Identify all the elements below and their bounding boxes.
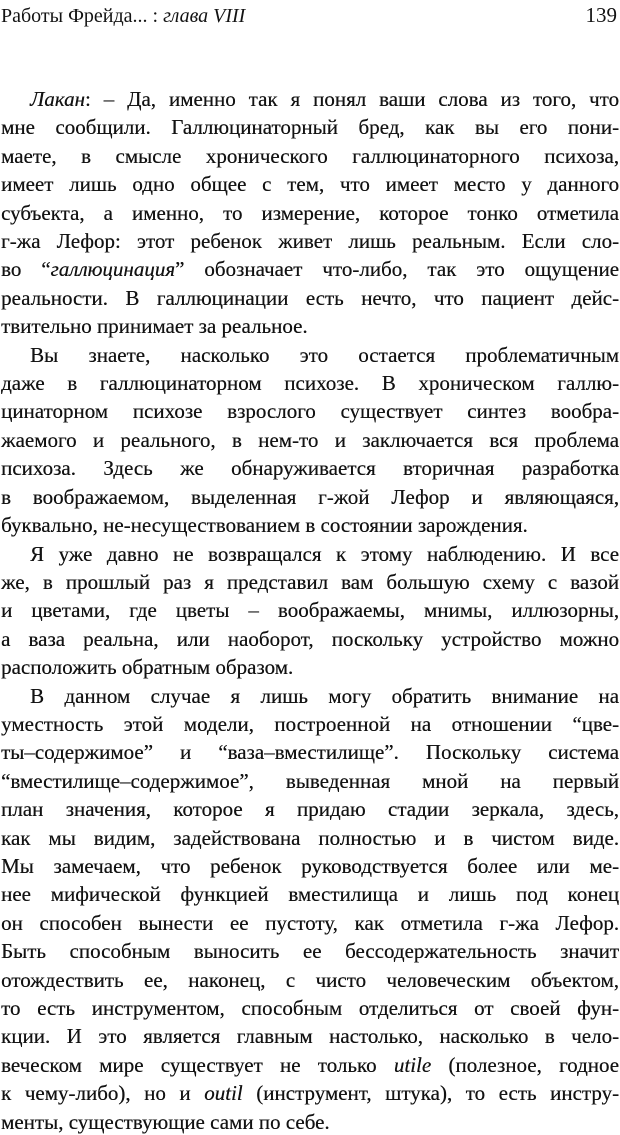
text-line: мне сообщили. Галлюцинаторный бред, как вы его пони-: [1, 115, 619, 140]
italic-text: галлюцинация: [50, 257, 176, 282]
text-line: г-жа Лефор: этот ребенок живет лишь реальным. Если сло-: [1, 229, 619, 254]
text-line: менты, существующие сами по себе.: [1, 1109, 330, 1134]
text-line: ты–содержимое” и “ваза–вместилище”. Поскольку система: [1, 740, 619, 765]
text-line: к чему-либо), но и outil (инструмент, штука), то есть инстру-: [1, 1081, 619, 1106]
text-line: твительно принимает за реальное.: [1, 314, 308, 339]
text-line: маете, в смысле хронического галлюцинаторного психоза,: [1, 143, 619, 168]
text-line: кции. И это является главным настолько, насколько в чело-: [1, 1024, 619, 1049]
text-line: жаемого и реального, в нем-то и заключается вся проблема: [1, 427, 619, 452]
text-line: даже в галлюцинаторном психозе. В хроническом галлю-: [1, 371, 619, 396]
text-line: Я уже давно не возвращался к этому наблюдению. И все: [30, 541, 619, 566]
text-line: нее мифической функцией вместилища и лишь под конец: [1, 882, 619, 907]
text-line: веческом мире существует не только utile (полезное, годное: [1, 1052, 620, 1077]
text-line: и цветами, где цветы – воображаемы, мнимы, иллюзорны,: [1, 598, 619, 623]
text-line: же, в прошлый раз я представил вам большую схему с вазой: [1, 569, 619, 594]
text-line: как мы видим, задействована полностью и в чистом виде.: [1, 825, 619, 850]
text-line: Лакан: – Да, именно так я понял ваши слова из того, что: [30, 87, 619, 111]
running-title: [1, 4, 245, 29]
italic-text: Лакан: [30, 87, 85, 111]
page-number: 139: [585, 3, 617, 27]
paragraph: [1, 85, 619, 341]
page-header: [0, 0, 620, 29]
text-line: цинаторном психозе взрослого существует синтез вообра-: [1, 399, 619, 424]
text-line: он способен вынести ее пустоту, как отметила г-жа Лефор.: [1, 910, 619, 935]
text-line: то есть инструментом, способным отделиться от своей фун-: [1, 996, 619, 1020]
text-line: субъекта, а именно, то измерение, которое тонко отметила: [1, 200, 619, 225]
paragraph: [1, 682, 619, 1135]
running-title-text: Работы Фрейда... :: [1, 5, 164, 27]
text-line: Вы знаете, насколько это остается проблематичным: [30, 342, 619, 367]
page-text: [0, 85, 620, 1135]
text-line: а ваза реальна, или наоборот, поскольку устройство можно: [1, 626, 619, 651]
text-line: психоза. Здесь же обнаруживается вторичная разработка: [1, 456, 619, 481]
text-line: расположить обратным образом.: [1, 655, 294, 680]
paragraph: [1, 341, 619, 540]
text-line: отождествить ее, наконец, с чисто человеческим объектом,: [1, 967, 619, 992]
text-line: имеет лишь одно общее с тем, что имеет место у данного: [1, 172, 619, 197]
text-line: Мы замечаем, что ребенок руководствуется более или ме-: [1, 853, 619, 878]
text-line: буквально, не-несуществованием в состоянии зарождения.: [1, 513, 528, 538]
text-line: “вместилище–содержимое”, выведенная мной на первый: [1, 768, 619, 793]
text-line: уместность этой модели, построенной на отношении “цве-: [1, 711, 619, 736]
text-line: Быть способным выносить ее бессодержательность значит: [1, 939, 619, 964]
chapter-label: глава VIII: [163, 5, 246, 27]
text-line: В данном случае я лишь могу обратить внимание на: [30, 683, 619, 708]
paragraph: [1, 540, 619, 682]
text-line: во “галлюцинация” обозначает что-либо, так это ощущение: [1, 257, 620, 282]
text-line: в воображаемом, выделенная г-жой Лефор и являющаяся,: [1, 484, 619, 509]
italic-text: utile: [393, 1052, 432, 1077]
text-line: реальности. В галлюцинации есть нечто, что пациент дейс-: [1, 285, 619, 310]
text-line: план значения, которое я придаю стадии зеркала, здесь,: [1, 797, 619, 822]
italic-text: outil: [204, 1081, 243, 1106]
